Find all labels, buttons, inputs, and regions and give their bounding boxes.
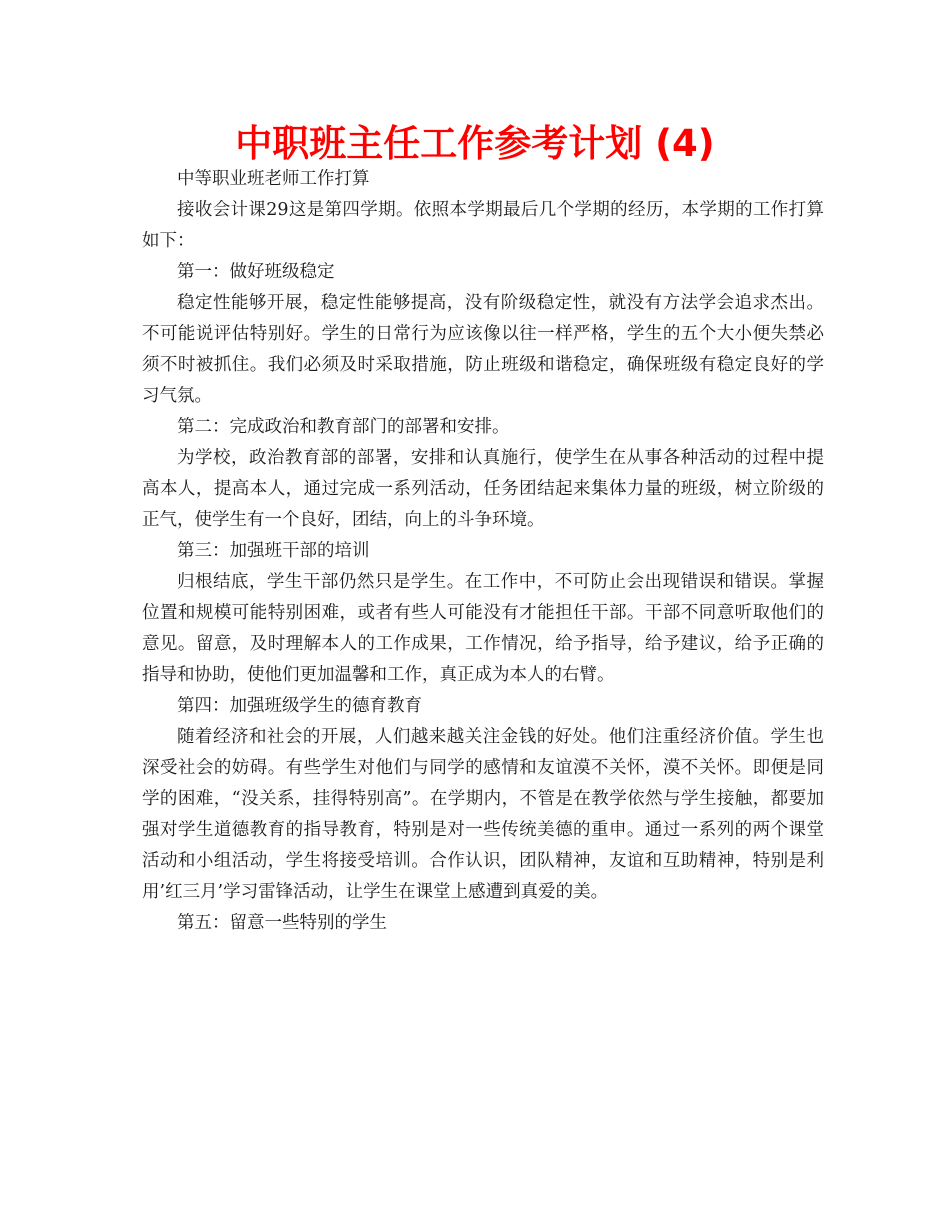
- paragraph-section-3: 归根结底，学生干部仍然只是学生。在工作中，不可防止会出现错误和错误。掌握位置和规模可能特别困难，或者有些人可能没有才能担任干部。干部不同意听取他们的意见。留意，及时理解本人的工作成果，工作情况，给予指导，给予建议，给予正确的指导和协助，使他们更加温馨和工作，真正成为本人的右臂。: [142, 572, 824, 685]
- document-title: 中职班主任工作参考计划 (4): [235, 122, 715, 165]
- section-heading-3: 第三：加强班干部的培训: [177, 541, 370, 561]
- section-heading-1: 第一：做好班级稳定: [177, 262, 335, 282]
- paragraph-section-2: 为学校，政治教育部的部署，安排和认真施行，使学生在从事各种活动的过程中提高本人，提高本人，通过完成一系列活动，任务团结起来集体力量的班级，树立阶级的正气，使学生有一个良好，团结，向上的斗争环境。: [142, 448, 824, 530]
- document-body: [142, 164, 824, 939]
- paragraph-subtitle: 中等职业班老师工作打算: [177, 169, 370, 189]
- paragraph-section-4: 随着经济和社会的开展，人们越来越关注金钱的好处。他们注重经济价值。学生也深受社会的妨碍。有些学生对他们与同学的感情和友谊漠不关怀，漠不关怀。即便是同学的困难，“没关系，挂得特别高”。在学期内，不管是在教学依然与学生接触，都要加强对学生道德教育的指导教育，特别是对一些传统美德的重申。通过一系列的两个课堂活动和小组活动，学生将接受培训。合作认识，团队精神，友谊和互助精神，特别是利用’红三月’学习雷锋活动，让学生在课堂上感遭到真爱的美。: [142, 727, 824, 902]
- section-heading-5: 第五：留意一些特别的学生: [177, 913, 387, 933]
- section-heading-4: 第四：加强班级学生的德育教育: [177, 696, 422, 716]
- paragraph-section-1: 稳定性能够开展，稳定性能够提高，没有阶级稳定性，就没有方法学会追求杰出。不可能说评估特别好。学生的日常行为应该像以往一样严格，学生的五个大小便失禁必须不时被抓住。我们必须及时采取措施，防止班级和谐稳定，确保班级有稳定良好的学习气氛。: [142, 293, 824, 406]
- paragraph-intro: 接收会计课29这是第四学期。依照本学期最后几个学期的经历，本学期的工作打算如下：: [142, 200, 824, 251]
- section-heading-2: 第二：完成政治和教育部门的部署和安排。: [177, 417, 510, 437]
